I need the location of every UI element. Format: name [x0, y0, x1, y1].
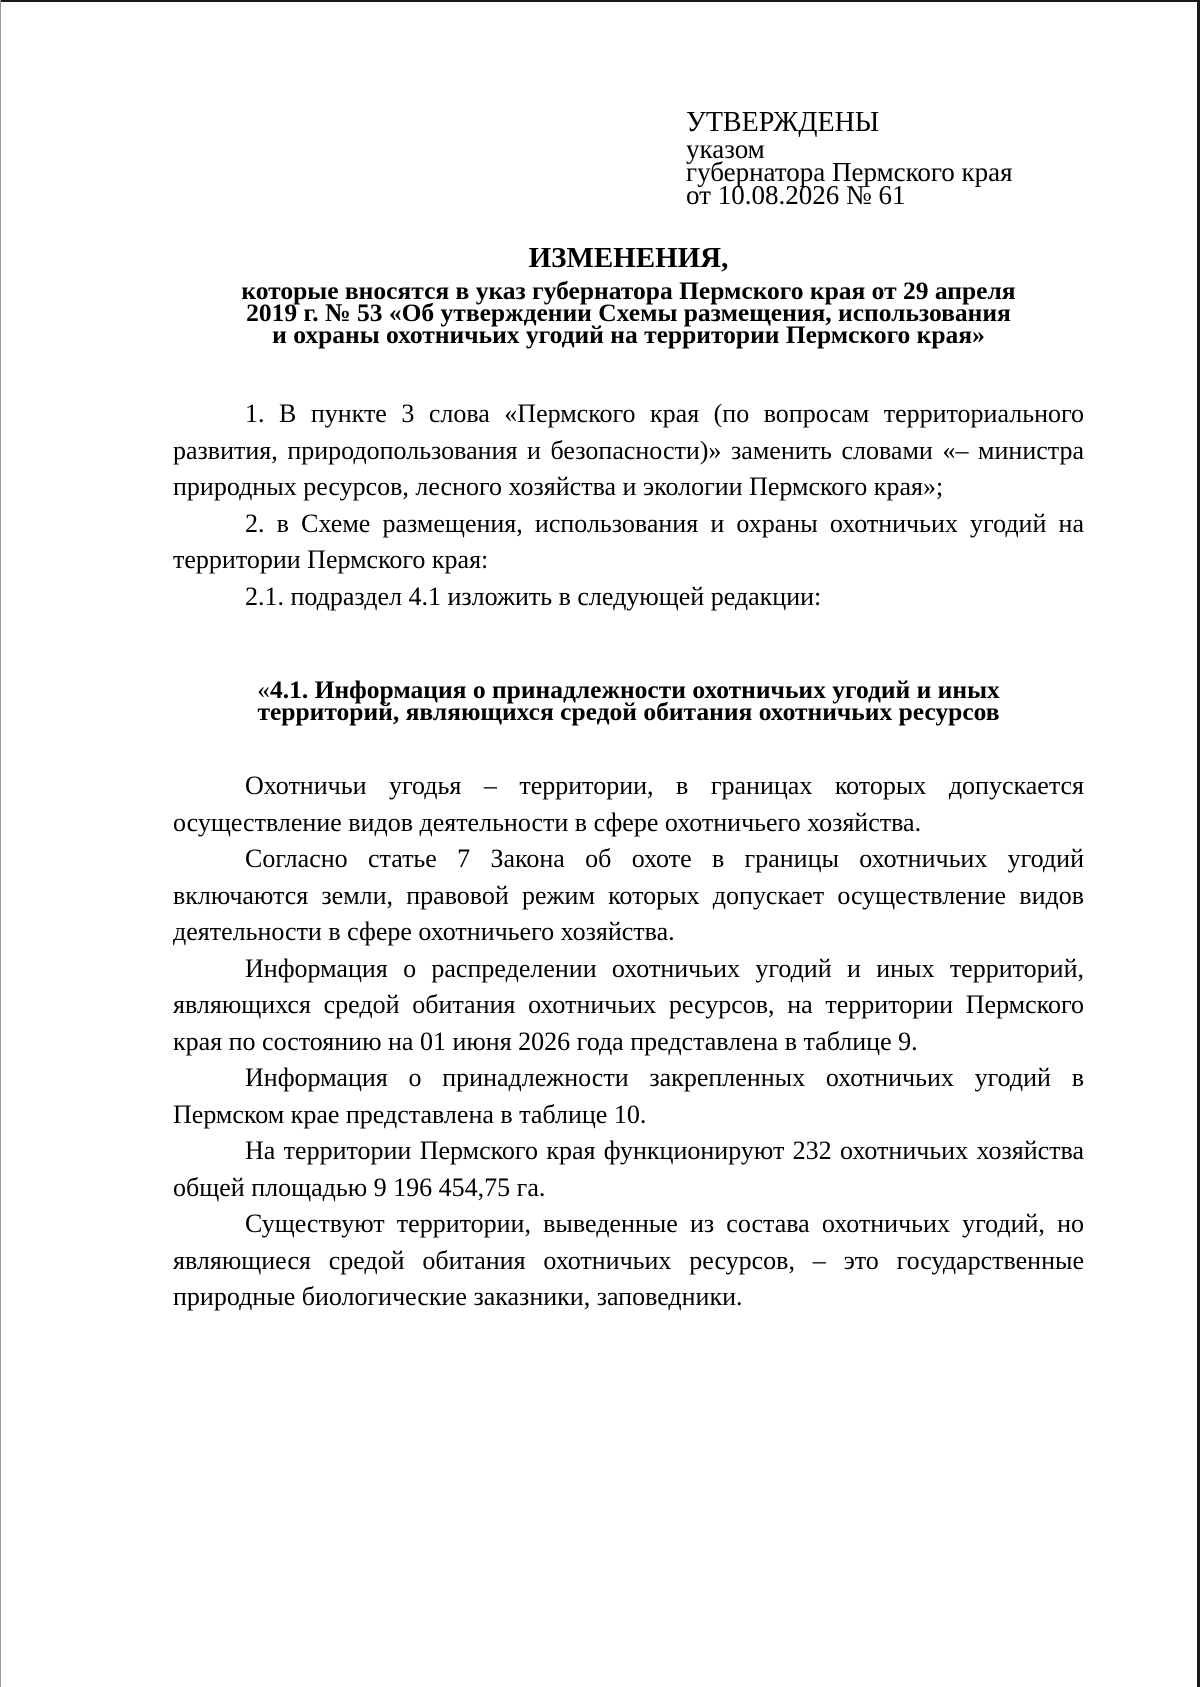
section-heading [173, 675, 1084, 726]
paragraph: Существуют территории, выведенные из состава охотничьих угодий, но являющиеся средой обитания охотничьих ресурсов, – это государственные природные биологические заказники, заповедники. [173, 1209, 1084, 1311]
paragraph: Согласно статье 7 Закона об охоте в границы охотничьих угодий включаются земли, правовой режим которых допускает осуществление видов деятельности в сфере охотничьего хозяйства. [173, 844, 1084, 946]
section-body [173, 768, 1084, 1316]
paragraph-item-2-1: 2.1. подраздел 4.1 изложить в следующей редакции: [245, 581, 822, 611]
paragraph: Охотничьи угодья – территории, в границах которых допускается осуществление видов деятельности в сфере охотничьего хозяйства. [173, 771, 1084, 837]
document-subtitle [173, 276, 1084, 349]
paragraph: Информация о распределении охотничьих угодий и иных территорий, являющихся средой обитания охотничьих ресурсов, на территории Пермского края по состоянию на 01 июня 2026 года представлена в таблице 9. [173, 953, 1084, 1056]
paragraph-item-1: 1. В пункте 3 слова «Пермского края (по вопросам территориального развития, природопользования и безопасности)» заменить словами «– министра природных ресурсов, лесного хозяйства и экологии Пермского края»; [173, 399, 1084, 501]
scan-edge-top [0, 0, 1200, 2]
scan-edge-left [0, 0, 1, 1687]
section-heading-line: территорий, являющихся средой обитания охотничьих ресурсов [257, 697, 1000, 726]
approval-line-date: от 10.08.2026 № 61 [686, 180, 906, 210]
approval-title: УТВЕРЖДЕНЫ [686, 107, 880, 138]
paragraph: На территории Пермского края функционируют 232 охотничьих хозяйства общей площадью 9 196 454,75 га. [173, 1136, 1084, 1202]
subtitle-line: 2019 г. № 53 «Об утверждении Схемы размещения, использования [246, 298, 1011, 327]
approval-line-decree: указом [686, 134, 765, 164]
section-open-quote: « [257, 675, 270, 704]
approval-stamp-block [686, 107, 1166, 210]
approval-line-governor: губернатора Пермского края [686, 157, 1013, 187]
subtitle-line: и охраны охотничьих угодий на территории Пермского края» [272, 320, 985, 349]
paragraph: Информация о принадлежности закрепленных охотничьих угодий в Пермском крае представлена в таблице 10. [173, 1063, 1084, 1129]
subtitle-line: которые вносятся в указ губернатора Пермского края от 29 апреля [241, 276, 1016, 305]
section-heading-text: 4.1. Информация о принадлежности охотничьих угодий и иных [270, 675, 1000, 704]
document-title: ИЗМЕНЕНИЯ, [528, 242, 729, 274]
paragraph-item-2: 2. в Схеме размещения, использования и охраны охотничьих угодий на территории Пермского края: [173, 508, 1084, 574]
intro-body [173, 396, 1084, 615]
